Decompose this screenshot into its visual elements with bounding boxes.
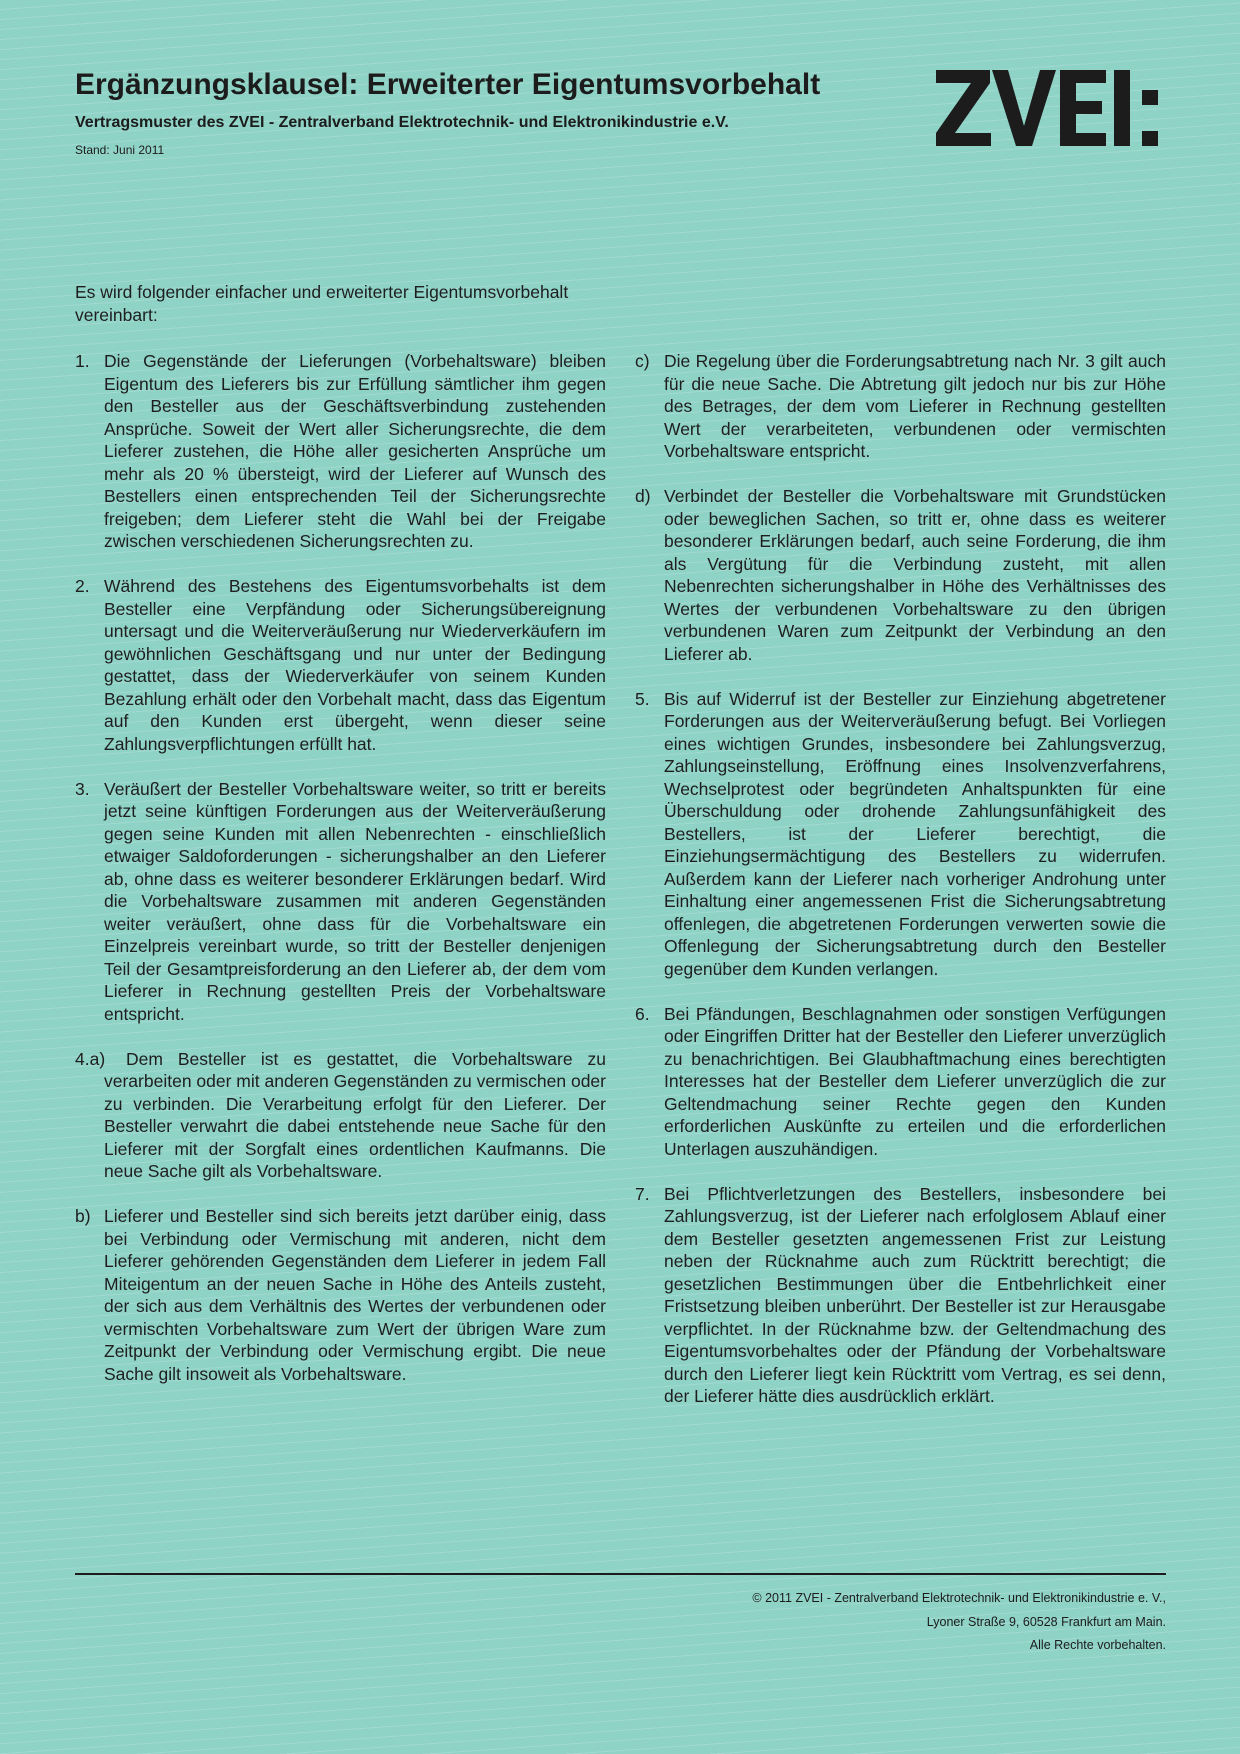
clause-5	[635, 688, 1166, 981]
footer-rights: Alle Rechte vorbehalten.	[1029, 1638, 1166, 1652]
clause-number: 5.	[635, 688, 650, 709]
clause-number: c)	[635, 351, 650, 371]
clause-text: Während des Bestehens des Eigentumsvorbehalts ist dem Besteller eine Verpfändung oder Sicherungsübereignung untersagt und die Weiterveräußerung nur Wiederverkäufern im gewöhnlichen Geschäftsgang und nur unter der Bedingung gestattet, dass der Wiederverkäufer von seinem Kunden Bezahlung erhält oder den Vorbehalt macht, dass das Eigentum auf den Kunden erst übergeht, wenn dieser seine Zahlungsverpflichtungen erfüllt hat.	[104, 576, 606, 754]
intro-text: Es wird folgender einfacher und erweiterter Eigentumsvorbehalt vereinbart:	[75, 282, 569, 325]
clause-text: Dem Besteller ist es gestattet, die Vorbehaltsware zu verarbeiten oder mit anderen Gegenständen zu vermischen oder zu verbinden. Die Verarbeitung erfolgt für den Lieferer. Der Besteller verwahrt die dabei entstehende neue Sache für den Lieferer mit der Sorgfalt eines ordentlichen Kaufmanns. Die neue Sache gilt als Vorbehaltsware.	[104, 1048, 606, 1181]
document-subtitle: Vertragsmuster des ZVEI - Zentralverband Elektrotechnik- und Elektronikindustrie e.V.	[75, 114, 729, 131]
clause-4a	[75, 1048, 606, 1183]
clause-text: Die Gegenstände der Lieferungen (Vorbehaltsware) bleiben Eigentum des Lieferers bis zur Erfüllung sämtlicher ihm gegen den Besteller aus der Geschäftsverbindung zustehenden Ansprüche. Soweit der Wert aller Sicherungsrechte, die dem Lieferer zustehen, die Höhe aller gesicherten Ansprüche um mehr als 20 % übersteigt, wird der Lieferer auf Wunsch des Bestellers einen entsprechenden Teil der Sicherungsrechte freigeben; dem Lieferer steht die Wahl bei der Freigabe zwischen verschiedenen Sicherungsrechten zu.	[104, 351, 606, 551]
footer-divider	[75, 1573, 1166, 1575]
footer	[752, 1587, 1166, 1658]
clause-4d	[635, 485, 1166, 665]
document-date: Stand: Juni 2011	[75, 143, 165, 157]
clause-number: 1.	[75, 351, 90, 371]
clause-1	[75, 350, 606, 553]
right-column	[635, 350, 1166, 1430]
clause-number: b)	[75, 1206, 91, 1226]
footer-address: Lyoner Straße 9, 60528 Frankfurt am Main.	[926, 1614, 1166, 1629]
clause-text: Die Regelung über die Forderungsabtretung nach Nr. 3 gilt auch für die neue Sache. Die Abtretung gilt jedoch nur bis zur Höhe des Betrages, der dem vom Lieferer in Rechnung gestellten Wert der verarbeiteten, verbundenen oder vermischten Vorbehaltsware entspricht.	[664, 351, 1166, 461]
left-column	[75, 350, 606, 1408]
clause-2	[75, 575, 606, 755]
clause-text: Lieferer und Besteller sind sich bereits jetzt darüber einig, dass bei Verbindung oder Vermischung mit anderen, nicht dem Lieferer gehörenden Gegenständen dem Lieferer in jedem Fall Miteigentum an der neuen Sache in Höhe des Anteils zusteht, der sich aus dem Verhältnis des Wertes der verbundenen oder vermischten Vorbehaltsware zum Wert der übrigen Ware zum Zeitpunkt der Verbindung oder Vermischung ergibt. Die neue Sache gilt insoweit als Vorbehaltsware.	[104, 1206, 606, 1384]
clause-text: Bis auf Widerruf ist der Besteller zur Einziehung abgetretener Forderungen aus der Weiterveräußerung befugt. Bei Vorliegen eines wichtigen Grundes, insbesondere bei Zahlungsverzug, Zahlungseinstellung, Eröffnung eines Insolvenzverfahrens, Wechselprotest oder begründeten Anhaltspunkten für eine Überschuldung oder drohende Zahlungsunfähigkeit des Bestellers, ist der Lieferer berechtigt, die Einziehungsermächtigung des Bestellers zu widerrufen. Außerdem kann der Lieferer nach vorheriger Androhung unter Einhaltung einer angemessenen Frist die Sicherungsabtretung offenlegen, die abgetretenen Forderungen verwerten sowie die Offenlegung der Sicherungsabtretung durch den Besteller gegenüber dem Kunden verlangen.	[664, 688, 1166, 979]
clause-text: Verbindet der Besteller die Vorbehaltsware mit Grundstücken oder beweglichen Sachen, so tritt er, ohne dass es weiterer besonderer Erklärungen bedarf, auch seine Forderung, die ihm als Vergütung für die Verbindung zusteht, mit allen Nebenrechten sicherungshalber in Höhe des Verhältnisses des Wertes der verbundenen Vorbehaltsware zu den übrigen verbundenen Waren zum Zeitpunkt der Verbindung an den Lieferer ab.	[664, 486, 1166, 664]
clause-text: Bei Pflichtverletzungen des Bestellers, insbesondere bei Zahlungsverzug, ist der Lieferer nach erfolglosem Ablauf einer dem Besteller gesetzten angemessenen Frist zur Leistung neben der Rücknahme auch zum Rücktritt berechtigt; die gesetzlichen Bestimmungen über die Entbehrlichkeit einer Fristsetzung bleiben unberührt. Der Besteller ist zur Herausgabe verpflichtet. In der Rücknahme bzw. der Geltendmachung des Eigentumsvorbehaltes oder der Pfändung der Vorbehaltsware durch den Lieferer liegt kein Rücktritt vom Vertrag, es sei denn, der Lieferer hätte dies ausdrücklich erklärt.	[664, 1183, 1166, 1406]
clause-7	[635, 1183, 1166, 1408]
clause-number: 3.	[75, 778, 90, 799]
clause-text: Veräußert der Besteller Vorbehaltsware weiter, so tritt er bereits jetzt seine künftigen Forderungen aus der Weiterveräußerung gegen seine Kunden mit allen Nebenrechten - einschließlich etwaiger Saldoforderungen - sicherungshalber an den Lieferer ab, ohne dass es weiterer besonderer Erklärungen bedarf. Wird die Vorbehaltsware zusammen mit anderen Gegenständen weiter veräußert, ohne dass für die Vorbehaltsware ein Einzelpreis vereinbart wurde, so tritt der Besteller denjenigen Teil der Gesamtpreisforderung an den Lieferer ab, der dem vom Lieferer in Rechnung gestellten Preis der Vorbehaltsware entspricht.	[104, 778, 606, 1024]
clause-number: 6.	[635, 1003, 650, 1024]
clause-number: d)	[635, 486, 651, 506]
clause-4b	[75, 1205, 606, 1385]
clause-number: 7.	[635, 1183, 650, 1204]
clause-6	[635, 1003, 1166, 1161]
clause-number: 4.a)	[75, 1048, 106, 1069]
clause-number: 2.	[75, 576, 90, 596]
clause-4c	[635, 350, 1166, 463]
clause-3	[75, 778, 606, 1026]
footer-copyright: © 2011 ZVEI - Zentralverband Elektrotechnik- und Elektronikindustrie e. V.,	[752, 1591, 1166, 1605]
document-title: Ergänzungsklausel: Erweiterter Eigentumsvorbehalt	[75, 68, 821, 101]
zvei-logo	[936, 70, 1166, 146]
clause-text: Bei Pfändungen, Beschlagnahmen oder sonstigen Verfügungen oder Eingriffen Dritter hat der Besteller den Lieferer unverzüglich zu benachrichtigen. Bei Glaubhaftmachung eines berechtigten Interesses hat der Besteller dem Lieferer unverzüglich die zur Geltendmachung seiner Rechte gegen den Kunden erforderlichen Auskünfte zu erteilen und die erforderlichen Unterlagen auszuhändigen.	[664, 1003, 1166, 1159]
